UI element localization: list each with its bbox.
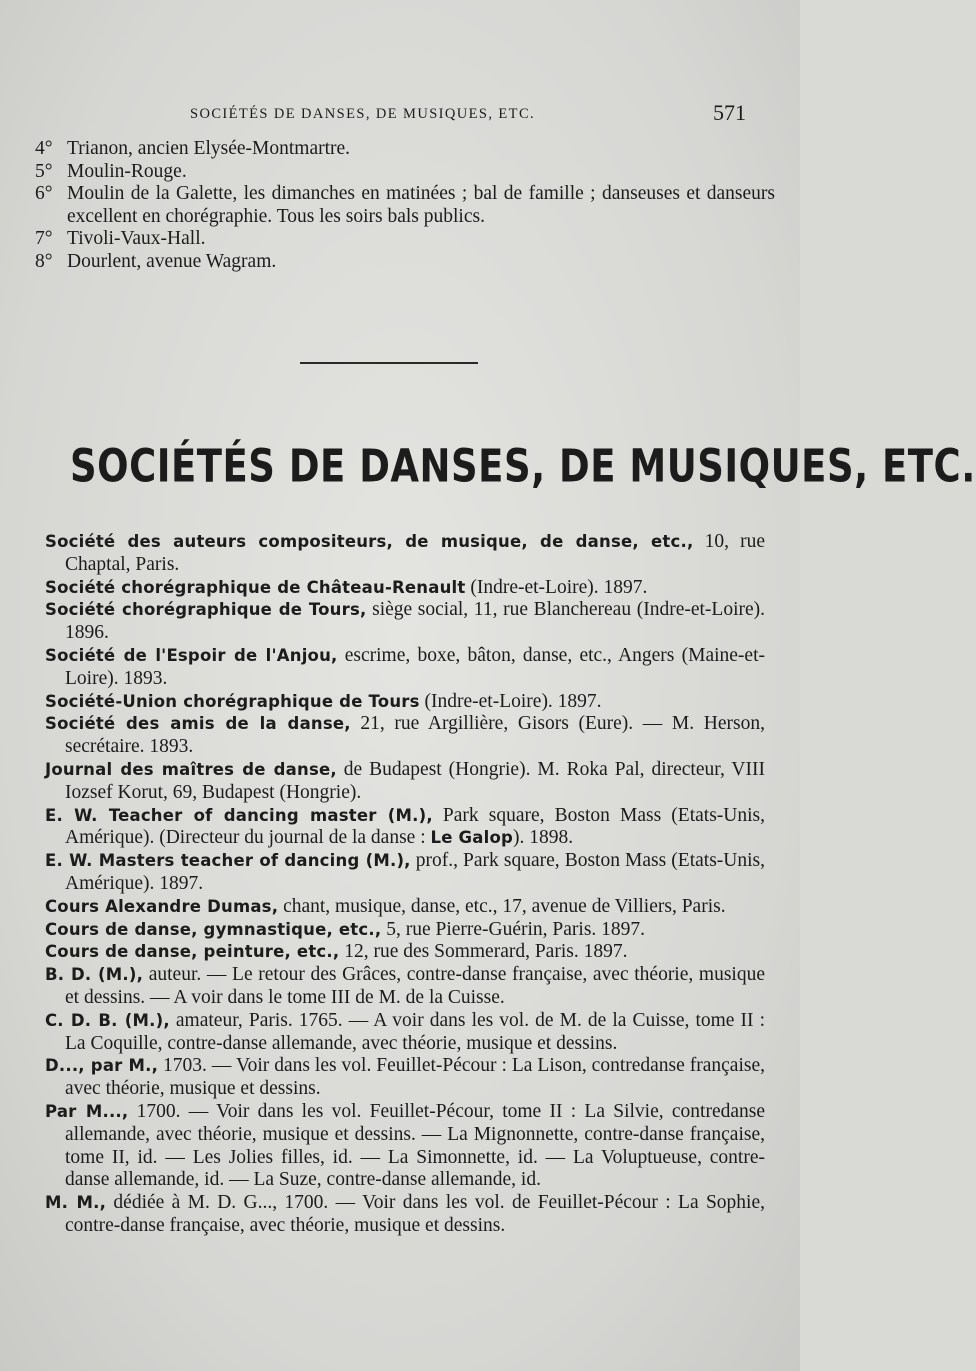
entry-text: siège social, 11, rue Blanchereau (Indre-et-Loire). 1896. — [65, 599, 766, 644]
entry-name: Par M..., — [45, 1101, 129, 1121]
entry-text: prof., Park square, Boston Mass (Etats-Unis, Amérique). 1897. — [65, 850, 765, 894]
entry-name: Journal des maîtres de danse, — [45, 759, 337, 779]
entry-text: escrime, boxe, bâton, danse, etc., Angers (Maine-et-Loire). 1893. — [65, 644, 765, 689]
venue-list — [35, 138, 780, 273]
entry — [45, 919, 765, 942]
running-title: SOCIÉTÉS DE DANSES, DE MUSIQUES, ETC. — [190, 106, 536, 122]
entries-list — [45, 531, 765, 1238]
entry-text: amateur, Paris. 1765. — A voir dans les vol. de M. de la Cuisse, tome II : La Coquille, contre-danse allemande, avec théorie, musique et dessins. — [65, 1009, 765, 1054]
entry — [45, 713, 765, 759]
entry-text: Park square, Boston Mass (Etats-Unis, Amérique). (Directeur du journal de la danse : — [65, 804, 765, 849]
entry-text: 1703. — Voir dans les vol. Feuillet-Pécour : La Lison, contredanse française, avec théorie, musique et dessins. — [65, 1055, 765, 1100]
entry-name: Société des amis de la danse, — [45, 714, 351, 734]
entry — [45, 577, 765, 600]
section-divider — [300, 362, 478, 364]
list-item-number: 5° — [35, 160, 53, 182]
entry — [45, 850, 765, 896]
entry — [45, 1192, 765, 1238]
entry — [45, 531, 765, 577]
entry — [45, 599, 765, 645]
list-item-number: 7° — [35, 228, 53, 249]
entry — [45, 1055, 765, 1101]
list-item — [35, 228, 780, 251]
entry-name: E. W. Teacher of dancing master (M.), — [45, 805, 433, 825]
entry-text: (Indre-et-Loire). 1897. — [465, 576, 648, 598]
entry-name: Société des auteurs compositeurs, de musique, de danse, etc., — [45, 532, 694, 551]
list-item — [35, 183, 780, 228]
entry-text: chant, musique, danse, etc., 17, avenue de Villiers, Paris. — [278, 895, 726, 917]
list-item — [35, 251, 780, 274]
list-item — [35, 138, 780, 161]
entry-name: B. D. (M.), — [45, 965, 144, 985]
entry-name: E. W. Masters teacher of dancing (M.), — [45, 851, 411, 871]
page-number: 571 — [713, 100, 746, 125]
entry — [45, 964, 765, 1010]
entry-name: Société de l'Espoir de l'Anjou, — [45, 645, 338, 665]
entry — [45, 759, 765, 805]
entry-name: Cours de danse, gymnastique, etc., — [45, 919, 382, 939]
entry-name: Société chorégraphique de Château-Renault — [45, 577, 466, 597]
list-item-number: 4° — [35, 138, 53, 159]
list-item-number: 8° — [35, 250, 53, 272]
entry-text: (Indre-et-Loire). 1897. — [419, 690, 602, 712]
entry — [45, 645, 765, 691]
list-item-text: Trianon, ancien Elysée-Montmartre. — [67, 138, 351, 159]
entry-text: 1700. — Voir dans les vol. Feuillet-Pécour, tome II : La Silvie, contredanse allemande, avec théorie, musique et dessins. — La Mignonnette, contre-danse française, tome II, id. — Les Jolies filles, id. — La Simonnette, id. — La Voluptueuse, contre-danse allemande, id. — La Suze, contre-danse allemande, id. — [65, 1100, 765, 1191]
entry-text: de Budapest (Hongrie). M. Roka Pal, directeur, VIII Iozsef Korut, 69, Budapest (Hongrie). — [65, 758, 765, 803]
entry-text-tail: ). 1898. — [513, 827, 574, 849]
entry-text: 12, rue des Sommerard, Paris. 1897. — [339, 941, 628, 963]
entry-name: M. M., — [45, 1193, 107, 1213]
running-header — [0, 100, 800, 130]
entry-text: 5, rue Pierre-Guérin, Paris. 1897. — [381, 918, 646, 940]
list-item-number: 6° — [35, 183, 53, 204]
list-item-text: Dourlent, avenue Wagram. — [67, 250, 277, 272]
list-item-text: Moulin-Rouge. — [67, 160, 187, 182]
entry — [45, 691, 765, 714]
entry — [45, 1010, 765, 1056]
entry-name: C. D. B. (M.), — [45, 1010, 170, 1030]
entry-name: Cours de danse, peinture, etc., — [45, 942, 340, 962]
entry — [45, 941, 765, 964]
entry-name: Cours Alexandre Dumas, — [45, 896, 279, 916]
entry-text: 21, rue Argillière, Gisors (Eure). — M. Herson, secrétaire. 1893. — [65, 713, 765, 758]
list-item — [35, 161, 780, 184]
entry-text: auteur. — Le retour des Grâces, contre-danse française, avec théorie, musique et dessins. — A voir dans le tome III de M. de la Cuisse. — [65, 964, 765, 1008]
entry — [45, 896, 765, 919]
entry-name: Société chorégraphique de Tours, — [45, 600, 367, 620]
entry — [45, 1101, 765, 1192]
entry — [45, 805, 765, 851]
section-title: SOCIÉTÉS DE DANSES, DE MUSIQUES, ETC. — [70, 440, 976, 493]
entry-name: D..., par M., — [45, 1056, 159, 1076]
list-item-text: Moulin de la Galette, les dimanches en matinées ; bal de famille ; danseuses et danseurs excellent en chorégraphie. Tous les soirs bals publics. — [67, 183, 775, 227]
entry-text: dédiée à M. D. G..., 1700. — Voir dans les vol. de Feuillet-Pécour : La Sophie, contre-danse française, avec théorie, musique et dessins. — [65, 1192, 765, 1236]
list-item-text: Tivoli-Vaux-Hall. — [67, 228, 206, 249]
entry-text: 10, rue Chaptal, Paris. — [65, 531, 765, 575]
journal-title: Le Galop — [430, 828, 514, 848]
entry-name: Société-Union chorégraphique de Tours — [45, 691, 420, 711]
